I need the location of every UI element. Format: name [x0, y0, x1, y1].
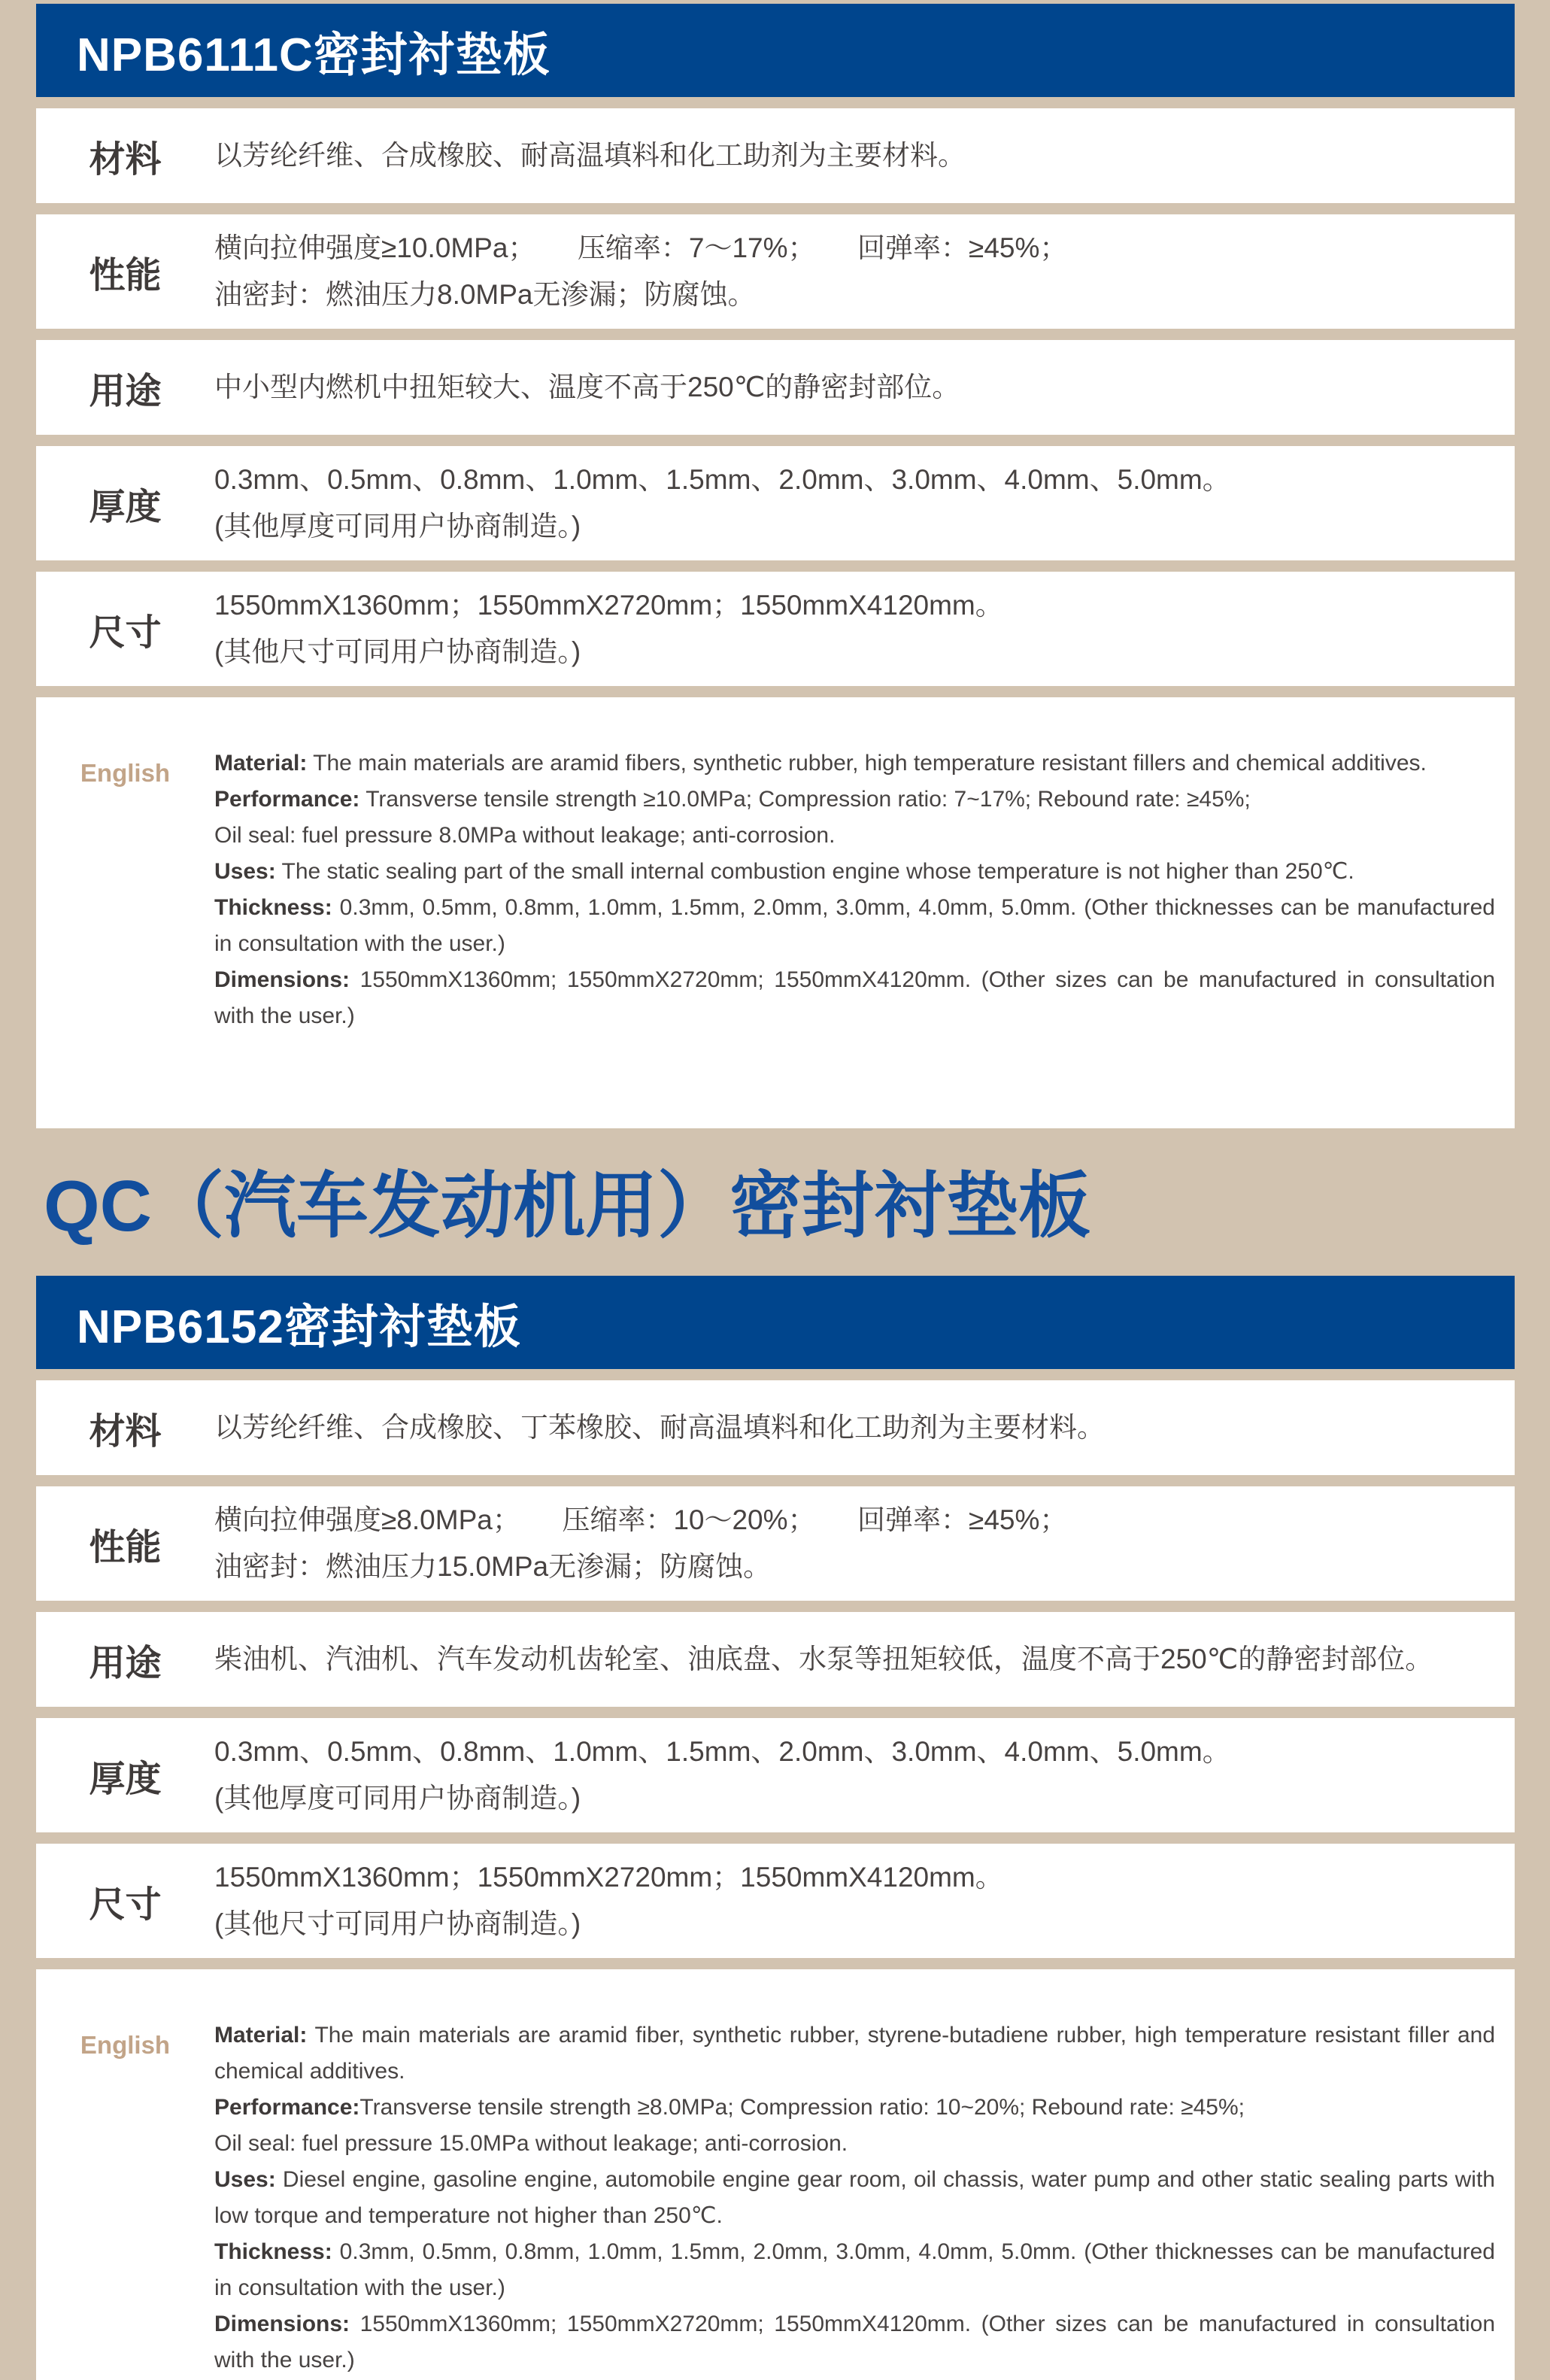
spec-value-cell: [214, 572, 1515, 686]
spec-label-cell: [36, 214, 214, 329]
spec-label: 性能: [89, 255, 162, 296]
spec-value-line: 油密封：燃油压力15.0MPa无渗漏；防腐蚀。: [214, 1551, 772, 1582]
english-label: English: [80, 2031, 171, 2059]
spec-value-cell: [214, 1718, 1515, 1832]
spec-row-uses: [36, 340, 1515, 435]
spec-label-cell: [36, 340, 214, 435]
spec-label: 厚度: [89, 487, 162, 527]
section-title: NPB6152密封衬垫板: [77, 1301, 521, 1353]
english-label: English: [80, 759, 171, 787]
spec-value-cell: [214, 1486, 1515, 1601]
english-paragraph-text: Transverse tensile strength ≥8.0MPa; Compression ratio: 10~20%; Rebound rate: ≥45%;: [359, 2095, 1245, 2120]
spec-label: 材料: [89, 1411, 162, 1452]
spec-value-line: 1550mmX1360mm；1550mmX2720mm；1550mmX4120mm。: [214, 1862, 1003, 1893]
section-header-bar: [36, 1276, 1515, 1369]
spec-row-performance: [36, 214, 1515, 329]
english-label-cell: [36, 697, 214, 788]
spec-label: 用途: [89, 1643, 162, 1683]
english-paragraph-text: 1550mmX1360mm; 1550mmX2720mm; 1550mmX4120mm. (Other sizes can be manufactured in consultation with the user.): [214, 2312, 1495, 2372]
spec-value-line: 以芳纶纤维、合成橡胶、丁苯橡胶、耐高温填料和化工助剂为主要材料。: [214, 1412, 1105, 1443]
spec-value-line: (其他尺寸可同用户协商制造。): [214, 636, 581, 667]
english-text-block: [214, 697, 1515, 1064]
spec-value-cell: [214, 214, 1515, 329]
english-paragraph: [214, 2234, 1495, 2306]
english-paragraph: [214, 890, 1495, 962]
english-paragraph-text: The static sealing part of the small internal combustion engine whose temperature is not higher than 250℃.: [275, 859, 1354, 884]
spec-value-cell: [214, 446, 1515, 560]
spec-value-line: 柴油机、汽油机、汽车发动机齿轮室、油底盘、水泵等扭矩较低，温度不高于250℃的静密封部位。: [214, 1644, 1433, 1674]
spec-value-cell: [214, 1844, 1515, 1958]
spec-value-line: 中小型内燃机中扭矩较大、温度不高于250℃的静密封部位。: [214, 372, 960, 402]
spec-value-cell: [214, 1626, 1515, 1693]
spec-label-cell: [36, 1844, 214, 1958]
english-paragraph: [214, 2306, 1495, 2378]
english-paragraph-text: 1550mmX1360mm; 1550mmX2720mm; 1550mmX4120mm. (Other sizes can be manufactured in consultation with the user.): [214, 967, 1495, 1028]
english-paragraph-text: The main materials are aramid fibers, synthetic rubber, high temperature resistant fillers and chemical additives.: [307, 751, 1427, 776]
spec-value-line: 以芳纶纤维、合成橡胶、耐高温填料和化工助剂为主要材料。: [214, 140, 966, 171]
spec-value-line: (其他尺寸可同用户协商制造。): [214, 1908, 581, 1939]
english-paragraph-text: Transverse tensile strength ≥10.0MPa; Compression ratio: 7~17%; Rebound rate: ≥45%;: [359, 787, 1251, 812]
spec-value-line: 1550mmX1360mm；1550mmX2720mm；1550mmX4120mm。: [214, 590, 1003, 621]
english-paragraph: [214, 2162, 1495, 2234]
spec-value-line: (其他厚度可同用户协商制造。): [214, 511, 581, 542]
english-label-cell: [36, 1969, 214, 2060]
spec-value-line: 横向拉伸强度≥10.0MPa； 压缩率：7～17%； 回弹率：≥45%；: [214, 232, 1068, 263]
spec-label-cell: [36, 1612, 214, 1707]
spec-value-line: 横向拉伸强度≥8.0MPa； 压缩率：10～20%； 回弹率：≥45%；: [214, 1504, 1068, 1535]
spec-label-cell: [36, 1718, 214, 1832]
english-summary-row: [36, 697, 1515, 1128]
english-paragraph-lead: Material:: [214, 2023, 308, 2048]
product-section-npb6111c: [36, 4, 1515, 1128]
english-paragraph: [214, 2126, 1495, 2162]
english-paragraph-lead: Thickness:: [214, 895, 332, 920]
spec-label: 厚度: [89, 1759, 162, 1799]
english-paragraph: [214, 2017, 1495, 2090]
spec-row-uses: [36, 1612, 1515, 1707]
spec-row-material: [36, 108, 1515, 203]
english-paragraph-lead: Uses:: [214, 859, 276, 884]
english-paragraph: [214, 818, 1495, 854]
english-paragraph-text: 0.3mm, 0.5mm, 0.8mm, 1.0mm, 1.5mm, 2.0mm, 3.0mm, 4.0mm, 5.0mm. (Other thicknesses can be manufactured in consultation with the user.): [214, 895, 1495, 956]
english-paragraph-lead: Material:: [214, 751, 308, 776]
category-heading: QC（汽车发动机用）密封衬垫板: [44, 1166, 1090, 1246]
english-paragraph-lead: Uses:: [214, 2167, 276, 2192]
spec-label-cell: [36, 1486, 214, 1601]
section-title: NPB6111C密封衬垫板: [77, 29, 551, 81]
spec-label-cell: [36, 572, 214, 686]
english-paragraph-lead: Thickness:: [214, 2239, 332, 2264]
product-section-npb6152: [36, 1276, 1515, 2380]
spec-value-cell: [214, 354, 1515, 421]
english-paragraph: [214, 745, 1495, 782]
spec-label-cell: [36, 446, 214, 560]
english-paragraph-lead: Performance:: [214, 2095, 360, 2120]
spec-row-thickness: [36, 1718, 1515, 1832]
english-paragraph-lead: Dimensions:: [214, 967, 350, 992]
spec-label: 尺寸: [89, 1884, 162, 1925]
spec-row-dimensions: [36, 572, 1515, 686]
spec-label-cell: [36, 108, 214, 203]
spec-label: 材料: [89, 139, 162, 180]
spec-row-dimensions: [36, 1844, 1515, 1958]
english-paragraph-text: Diesel engine, gasoline engine, automobile engine gear room, oil chassis, water pump and other static sealing parts with low torque and temperature not higher than 250℃.: [214, 2167, 1495, 2228]
spec-value-cell: [214, 1394, 1515, 1462]
english-paragraph-text: The main materials are aramid fiber, synthetic rubber, styrene-butadiene rubber, high temperature resistant filler and chemical additives.: [214, 2023, 1495, 2084]
spec-value-cell: [214, 122, 1515, 190]
spec-value-line: (其他厚度可同用户协商制造。): [214, 1783, 581, 1814]
spec-row-material: [36, 1380, 1515, 1475]
spec-value-line: 0.3mm、0.5mm、0.8mm、1.0mm、1.5mm、2.0mm、3.0mm、4.0mm、5.0mm。: [214, 1736, 1230, 1767]
english-paragraph: [214, 782, 1495, 818]
section-header-bar: [36, 4, 1515, 97]
spec-row-thickness: [36, 446, 1515, 560]
english-paragraph-lead: Performance:: [214, 787, 360, 812]
english-paragraph: [214, 962, 1495, 1034]
english-paragraph: [214, 854, 1495, 890]
spec-row-performance: [36, 1486, 1515, 1601]
spec-value-line: 0.3mm、0.5mm、0.8mm、1.0mm、1.5mm、2.0mm、3.0mm、4.0mm、5.0mm。: [214, 464, 1230, 495]
spec-label-cell: [36, 1380, 214, 1475]
english-paragraph: [214, 2090, 1495, 2126]
spec-label: 尺寸: [89, 612, 162, 653]
english-summary-row: [36, 1969, 1515, 2380]
spec-value-line: 油密封：燃油压力8.0MPa无渗漏；防腐蚀。: [214, 279, 756, 310]
english-paragraph-text: Oil seal: fuel pressure 8.0MPa without leakage; anti-corrosion.: [214, 823, 836, 848]
english-text-block: [214, 1969, 1515, 2380]
spec-label: 用途: [89, 371, 162, 411]
english-paragraph-lead: Dimensions:: [214, 2312, 350, 2336]
english-paragraph-text: 0.3mm, 0.5mm, 0.8mm, 1.0mm, 1.5mm, 2.0mm, 3.0mm, 4.0mm, 5.0mm. (Other thicknesses can be manufactured in consultation with the user.): [214, 2239, 1495, 2300]
spec-label: 性能: [89, 1527, 162, 1568]
english-paragraph-text: Oil seal: fuel pressure 15.0MPa without leakage; anti-corrosion.: [214, 2131, 848, 2156]
